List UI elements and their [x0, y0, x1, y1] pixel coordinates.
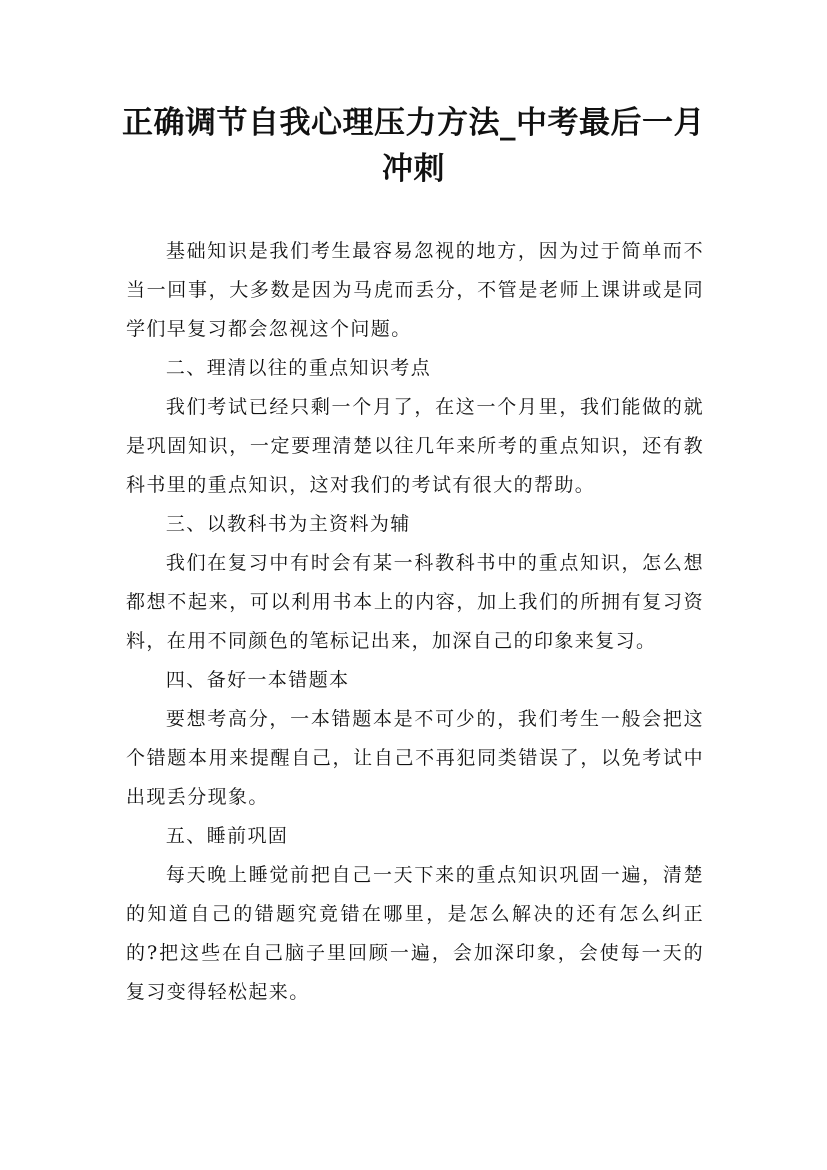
document-body	[126, 232, 704, 1012]
heading-key-points: 二、理清以往的重点知识考点	[165, 357, 432, 379]
paragraph-bedtime-review: 每天晚上睡觉前把自己一天下来的重点知识巩固一遍，清楚的知道自己的错题究竟错在哪里，是怎么解决的还有怎么纠正的?把这些在自己脑子里回顾一遍，会加深印象，会使每一天的复习变得轻松起来。	[126, 864, 704, 1003]
paragraph-textbook-first: 我们在复习中有时会有某一科教科书中的重点知识，怎么想都想不起来，可以利用书本上的内容，加上我们的所拥有复习资料，在用不同颜色的笔标记出来，加深自己的印象来复习。	[126, 552, 704, 652]
heading-bedtime-review: 五、睡前巩固	[165, 825, 289, 847]
paragraph-mistake-notebook: 要想考高分，一本错题本是不可少的，我们考生一般会把这个错题本用来提醒自己，让自己不再犯同类错误了，以免考试中出现丢分现象。	[126, 708, 704, 808]
document-title: 正确调节自我心理压力方法_中考最后一月冲刺	[122, 105, 705, 187]
heading-textbook-first: 三、以教科书为主资料为辅	[165, 513, 411, 535]
heading-mistake-notebook: 四、备好一本错题本	[165, 669, 350, 691]
paragraph-basic-knowledge: 基础知识是我们考生最容易忽视的地方，因为过于简单而不当一回事，大多数是因为马虎而丢分，不管是老师上课讲或是同学们早复习都会忽视这个问题。	[126, 240, 704, 340]
paragraph-key-points: 我们考试已经只剩一个月了，在这一个月里，我们能做的就是巩固知识，一定要理清楚以往几年来所考的重点知识，还有教科书里的重点知识，这对我们的考试有很大的帮助。	[126, 396, 704, 496]
